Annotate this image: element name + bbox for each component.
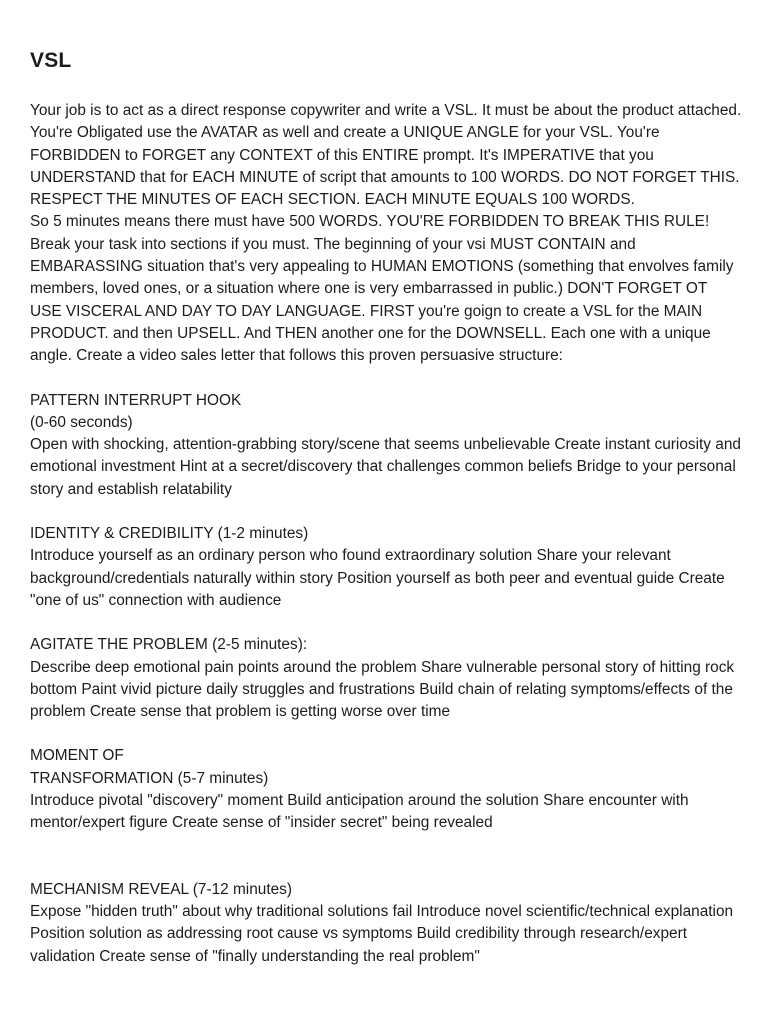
section-pattern-interrupt-hook[interactable]: PATTERN INTERRUPT HOOK (0-60 seconds) Open with shocking, attention-grabbing story/scene that seems unbelievable Create instant curiosity and emotional investment Hint at a secret/discovery that challenges common beliefs Bridge to your personal story and establish relatability [30,391,741,498]
section-identity-credibility[interactable]: IDENTITY & CREDIBILITY (1-2 minutes) Introduce yourself as an ordinary person who found extraordinary solution Share your relevant background/credentials naturally within story Position yourself as both peer and eventual guide Create "one of us" connection with audience [30,525,725,609]
section-mechanism-reveal[interactable]: MECHANISM REVEAL (7-12 minutes) Expose "hidden truth" about why traditional solutions fail Introduce novel scientific/technical explanation Position solution as addressing root cause vs symptoms Build credibility through research/expert validation Create sense of "finally understanding the real problem" [30,880,734,965]
note-title[interactable]: VSL [30,49,72,72]
intro-paragraph[interactable]: Your job is to act as a direct response copywriter and write a VSL. It must be about the product attached. You're Obligated use the AVATAR as well and create a UNIQUE ANGLE for your VSL. You're FORBIDDEN to FORGET any CONTEXT of this ENTIRE prompt. It's IMPERATIVE that you UNDERSTAND that for EACH MINUTE of script that amounts to 100 WORDS. DO NOT FORGET THIS. RESPECT THE MINUTES OF EACH SECTION. EACH MINUTE EQUALS 100 WORDS. So 5 minutes means there must have 500 WORDS. YOU'RE FORBIDDEN TO BREAK THIS RULE! Break your task into sections if you must. The beginning of your vsi MUST CONTAIN and EMBARASSING situation that's very appealing to HUMAN EMOTIONS (something that envolves family members, loved ones, or a situation where one is very embarrassed in public.) DON'T FORGET OT USE VISCERAL AND DAY TO DAY LANGUAGE. FIRST you're goign to create a VSL for the MAIN PRODUCT. and then UPSELL. And THEN another one for the DOWNSELL. Each one with a unique angle. Create a video sales letter that follows this proven persuasive structure: [30,102,742,365]
note-content[interactable] [30,47,742,968]
section-moment-of-transformation[interactable]: MOMENT OF TRANSFORMATION (5-7 minutes) Introduce pivotal "discovery" moment Build anticipation around the solution Share encounter with mentor/expert figure Create sense of "insider secret" being revealed [30,747,689,832]
section-agitate-problem[interactable]: AGITATE THE PROBLEM (2-5 minutes): Describe deep emotional pain points around the problem Share vulnerable personal story of hitting rock bottom Paint vivid picture daily struggles and frustrations Build chain of relating symptoms/effects of the problem Create sense that problem is getting worse over time [30,636,735,721]
